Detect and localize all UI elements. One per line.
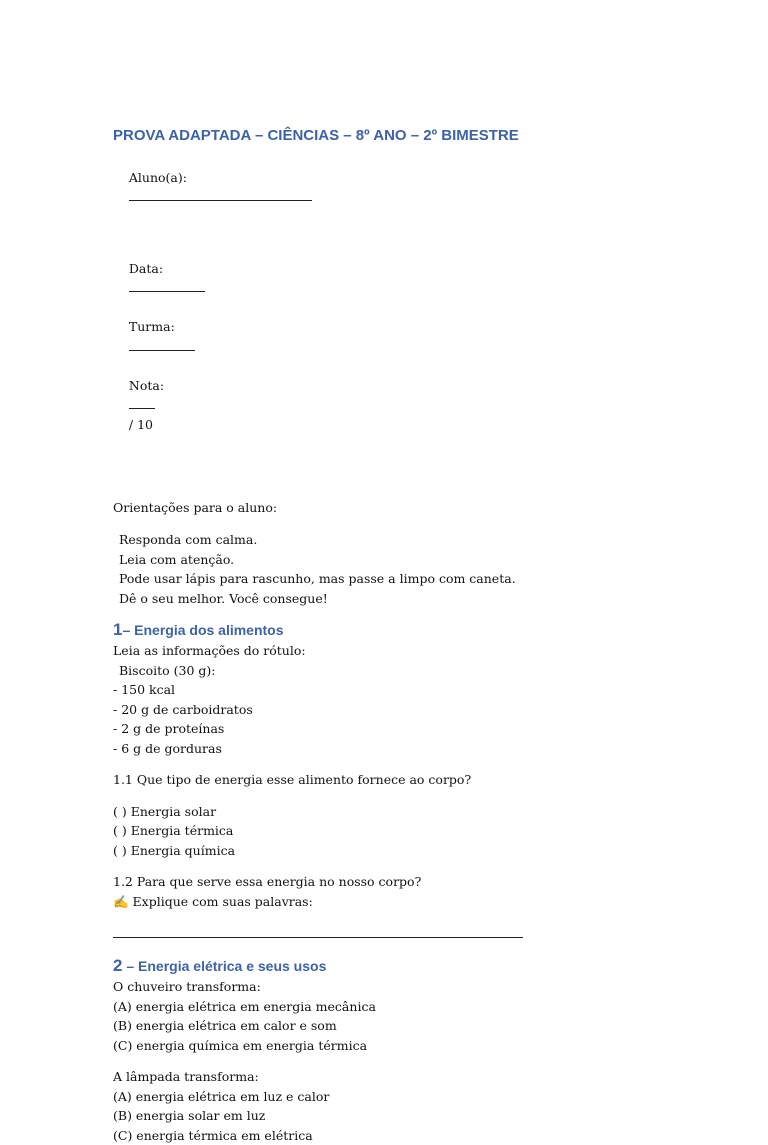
q2-chuveiro: O chuveiro transforma: — [113, 977, 673, 997]
exam-page — [113, 126, 673, 1145]
exam-title: PROVA ADAPTADA – CIÊNCIAS – 8º ANO – 2º BIMESTRE — [113, 126, 673, 146]
chuveiro-option-b[interactable]: (B) energia elétrica em calor e som — [113, 1016, 673, 1036]
orientacao-item: Leia com atenção. — [113, 550, 673, 570]
question-1-1: 1.1 Que tipo de energia esse alimento fornece ao corpo? — [113, 770, 673, 790]
data-turma-nota-row — [113, 239, 673, 454]
q1-product: Biscoito (30 g): — [113, 661, 673, 681]
lampada-option-b[interactable]: (B) energia solar em luz — [113, 1106, 673, 1126]
nutrient-item: - 6 g de gorduras — [113, 739, 673, 759]
turma-field[interactable] — [129, 338, 195, 351]
q1-2-hint: ✍ Explique com suas palavras: — [113, 892, 673, 912]
section-1-number: 1 — [113, 620, 122, 639]
aluno-field[interactable] — [129, 188, 312, 201]
nutrient-item: - 150 kcal — [113, 680, 673, 700]
section-1-title: – Energia dos alimentos — [122, 622, 283, 638]
orientacao-item: Pode usar lápis para rascunho, mas passe a limpo com caneta. — [113, 569, 673, 589]
option-energia-solar[interactable]: ( ) Energia solar — [113, 802, 673, 822]
nota-label: Nota: — [129, 378, 164, 393]
aluno-label: Aluno(a): — [129, 170, 187, 185]
orientacoes-label: Orientações para o aluno: — [113, 498, 673, 518]
aluno-row — [113, 148, 673, 226]
lampada-option-c[interactable]: (C) energia térmica em elétrica — [113, 1126, 673, 1145]
q2-lampada: A lâmpada transforma: — [113, 1067, 673, 1087]
section-1-heading — [113, 620, 673, 640]
nutrient-item: - 2 g de proteínas — [113, 719, 673, 739]
orientacao-item: Responda com calma. — [113, 530, 673, 550]
nutrient-item: - 20 g de carboidratos — [113, 700, 673, 720]
data-label: Data: — [129, 261, 163, 276]
data-field[interactable] — [129, 279, 205, 292]
orientacao-item: Dê o seu melhor. Você consegue! — [113, 589, 673, 609]
option-energia-termica[interactable]: ( ) Energia térmica — [113, 821, 673, 841]
q1-1-options — [113, 802, 673, 861]
q1-intro: Leia as informações do rótulo: — [113, 641, 673, 661]
answer-line[interactable] — [113, 937, 523, 938]
nota-field[interactable] — [129, 396, 155, 409]
section-2-title: – Energia elétrica e seus usos — [126, 958, 326, 974]
chuveiro-option-a[interactable]: (A) energia elétrica em energia mecânica — [113, 997, 673, 1017]
section-2-heading — [113, 956, 673, 976]
option-energia-quimica[interactable]: ( ) Energia química — [113, 841, 673, 861]
chuveiro-option-c[interactable]: (C) energia química em energia térmica — [113, 1036, 673, 1056]
lampada-option-a[interactable]: (A) energia elétrica em luz e calor — [113, 1087, 673, 1107]
question-1-2: 1.2 Para que serve essa energia no nosso corpo? — [113, 872, 673, 892]
nota-max: / 10 — [129, 417, 153, 432]
turma-label: Turma: — [129, 319, 175, 334]
section-2-number: 2 — [113, 956, 122, 975]
orientacoes-list — [113, 530, 673, 608]
